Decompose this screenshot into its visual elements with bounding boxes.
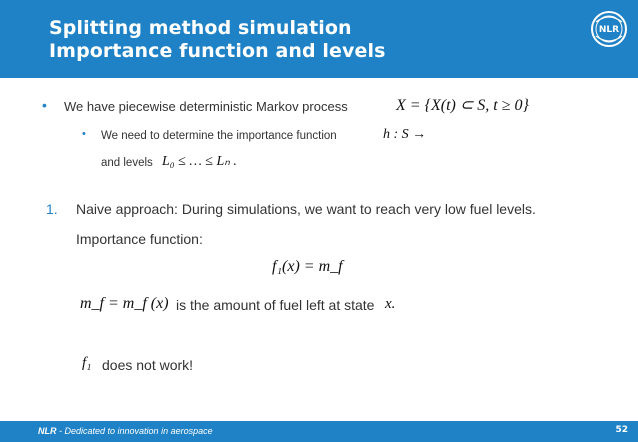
slide-title bbox=[49, 17, 386, 63]
mf-description: is the amount of fuel left at state bbox=[176, 297, 375, 313]
importance-formula: f₁(x) = m_f bbox=[272, 258, 343, 275]
bullet-2-text: We need to determine the importance function bbox=[101, 130, 337, 142]
item-1-text: Naive approach: During simulations, we want to reach very low fuel levels. bbox=[76, 201, 536, 217]
importance-label: Importance function: bbox=[76, 231, 203, 247]
bullet-3-text: and levels bbox=[101, 157, 153, 169]
header-bar bbox=[0, 0, 638, 78]
sub-bullet-dot: • bbox=[82, 128, 86, 140]
footer-bar bbox=[0, 421, 638, 442]
footer-brand: NLR bbox=[38, 426, 57, 436]
item-number: 1. bbox=[46, 201, 58, 217]
bullet-1-math: X = {X(t) ⊂ S, t ≥ 0} bbox=[396, 97, 529, 114]
mf-formula: m_f = m_f (x) bbox=[80, 295, 169, 312]
bullet-3-math: L₀ ≤ … ≤ Lₙ . bbox=[162, 154, 237, 169]
f1-var: f₁ bbox=[82, 355, 92, 371]
title-line-1: Splitting method simulation bbox=[49, 17, 352, 39]
title-line-2: Importance function and levels bbox=[49, 40, 386, 62]
footer-tagline bbox=[38, 426, 213, 436]
f1-description: does not work! bbox=[102, 357, 194, 373]
page-number: 52 bbox=[615, 425, 628, 435]
bullet-2-math: h : S → bbox=[383, 127, 427, 142]
mf-state-var: x. bbox=[385, 296, 396, 312]
logo-text: NLR bbox=[598, 25, 620, 35]
nlr-logo-icon bbox=[590, 10, 628, 48]
bullet-dot: • bbox=[42, 97, 47, 113]
bullet-1-text: We have piecewise deterministic Markov process bbox=[64, 99, 348, 114]
footer-tagline-text: - Dedicated to innovation in aerospace bbox=[56, 426, 213, 436]
